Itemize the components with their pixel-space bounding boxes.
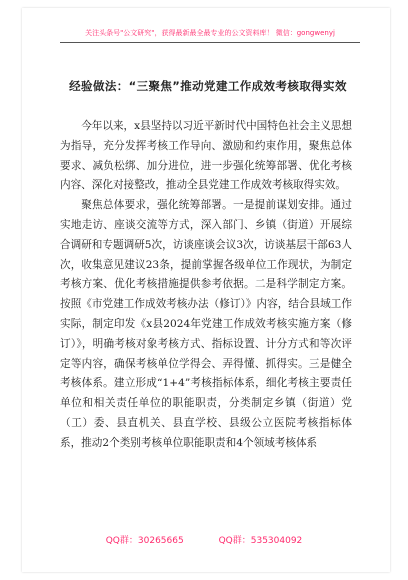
footer-qq-group-2: QQ群：535304092 — [218, 536, 303, 546]
footer-qq-group-1: QQ群：30265665 — [105, 536, 184, 546]
document-title: 经验做法：“三聚焦”推动党建工作成效考核取得实效 — [69, 79, 347, 93]
document-body — [60, 117, 352, 454]
paragraph: 聚焦总体要求，强化统筹部署。一是提前谋划安排。通过实地走访、座谈交流等方式，深入部门、乡镇（街道）开展综合调研和专题调研5次，访谈座谈会议3次，访谈基层干部63人次，收集意见建议23条，提前掌握各级单位工作现状，为制定考核方案、优化考核措施提供参考依据。二是科学制定方案。按照《市党建工作成效考核办法（修订）》内容，结合县域工作实际，制定印发《x县2024年党建工作成效考核实施方案（修订）》，明确考核对象考核方式、指标设置、计分方式和等次评定等内容，确保考核单位学得会、弄得懂、抓得实。三是健全考核体系。建立形成“1+4”考核指标体系，细化考核主要责任单位和相关责任单位的职能职责，分类制定乡镇（街道）党（工）委、县直机关、县直学校、县级公立医院考核指标体系，推动2个类别考核单位职能职责和4个领域考核体系 — [60, 199, 352, 449]
paragraph: 今年以来，x县坚持以习近平新时代中国特色社会主义思想为指导，充分发挥考核工作导向、激励和约束作用，聚焦总体要求、减负松绑、加分进位，进一步强化统筹部署、优化考核内容、深化对接整改，推动全县党建工作成效考核取得实效。 — [60, 120, 353, 192]
header-divider — [60, 42, 360, 43]
header-note: 关注头条号"公文研究"，获得最新最全最专业的公文资料库！ 微信：gongwenyj — [85, 29, 335, 37]
footer — [0, 533, 408, 546]
